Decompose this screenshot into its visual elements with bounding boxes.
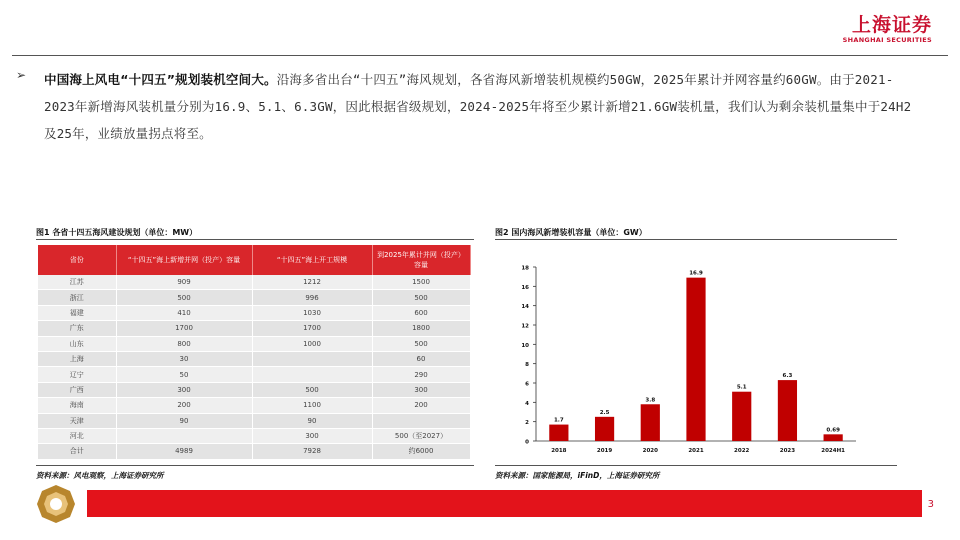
table-cell: 合计 — [38, 444, 116, 459]
table-cell: 山东 — [38, 336, 116, 351]
table-cell: 90 — [252, 413, 372, 428]
table-row — [38, 351, 470, 366]
table-cell: 广东 — [38, 321, 116, 336]
footer-bar — [87, 490, 922, 517]
x-tick-label: 2023 — [779, 448, 796, 454]
table-row — [38, 275, 470, 290]
column-header: 省份 — [38, 245, 116, 275]
figure1-title-rule — [36, 239, 474, 240]
table-cell: 4989 — [116, 444, 252, 459]
x-tick-label: 2018 — [551, 448, 567, 454]
figure1-title: 图1 各省十四五海风建设规划（单位：MW） — [36, 228, 198, 237]
y-tick-label: 10 — [521, 342, 529, 349]
bar — [641, 404, 660, 441]
table-cell — [372, 413, 470, 428]
y-tick-label: 6 — [525, 381, 529, 388]
table-row — [38, 336, 470, 351]
table-cell: 7928 — [252, 444, 372, 459]
brand-logo — [843, 14, 932, 44]
bullet-heading: 中国海上风电“十四五”规划装机空间大。 — [44, 72, 277, 87]
bar — [549, 425, 568, 441]
table-cell: 300 — [372, 382, 470, 397]
table-cell: 1500 — [372, 275, 470, 290]
table-cell: 50 — [116, 367, 252, 382]
province-plan-table — [38, 245, 471, 460]
bullet-paragraph — [44, 66, 921, 147]
table-cell — [116, 428, 252, 443]
table-cell: 500 — [372, 290, 470, 305]
figure2-bottom-rule — [495, 465, 897, 466]
y-tick-label: 2 — [525, 420, 529, 427]
table-header — [38, 245, 470, 275]
x-tick-label: 2021 — [688, 448, 704, 454]
table-cell: 500 — [252, 382, 372, 397]
table-cell: 1212 — [252, 275, 372, 290]
table-row — [38, 321, 470, 336]
figure2-source: 资料来源：国家能源局，iFinD，上海证券研究所 — [495, 471, 660, 480]
bar-value-label: 0.69 — [826, 427, 840, 434]
table-cell: 河北 — [38, 428, 116, 443]
table-cell — [252, 351, 372, 366]
table-cell: 600 — [372, 305, 470, 320]
column-header: “十四五”海上新增并网（投产）容量 — [116, 245, 252, 275]
table-cell: 天津 — [38, 413, 116, 428]
figure1-bottom-rule — [36, 465, 474, 466]
y-tick-label: 12 — [521, 323, 529, 330]
table-cell: 1030 — [252, 305, 372, 320]
x-tick-label: 2020 — [642, 448, 658, 454]
bar-value-label: 6.3 — [782, 373, 793, 380]
table-cell: 1700 — [252, 321, 372, 336]
header-divider — [12, 55, 948, 56]
summary-bullet — [16, 66, 921, 147]
table-row — [38, 413, 470, 428]
table-cell: 30 — [116, 351, 252, 366]
table-cell: 500（至2027） — [372, 428, 470, 443]
x-tick-label: 2022 — [734, 448, 750, 454]
table-cell — [252, 367, 372, 382]
bullet-body: 沿海多省出台“十四五”海风规划，各省海风新增装机规模约50GW，2025年累计并网容量约60GW。由于2021-2023年新增海风装机量分别为16.9、5.1、6.3GW，因此根据省级规划，2024-2025年将至少累计新增21.6GW装机量，我们认为剩余装机量集中于24H2及25年，业绩放量拐点将至。 — [44, 72, 912, 141]
table-cell: 江苏 — [38, 275, 116, 290]
figure2-title: 图2 国内海风新增装机容量（单位：GW） — [495, 228, 647, 237]
table-row — [38, 382, 470, 397]
column-header: “十四五”海上开工规模 — [252, 245, 372, 275]
table-cell: 海南 — [38, 398, 116, 413]
table-body — [38, 275, 470, 459]
table-cell: 1000 — [252, 336, 372, 351]
bar — [824, 434, 843, 441]
figure1-source: 资料来源：风电观察，上海证券研究所 — [36, 471, 164, 480]
logo-english: SHANGHAI SECURITIES — [842, 36, 932, 44]
table-row — [38, 444, 470, 459]
table-cell: 500 — [372, 336, 470, 351]
table-cell: 800 — [116, 336, 252, 351]
table-row — [38, 305, 470, 320]
x-tick-label: 2019 — [596, 448, 613, 454]
offshore-wind-bar-chart — [498, 253, 868, 468]
table-cell: 广西 — [38, 382, 116, 397]
table-cell: 996 — [252, 290, 372, 305]
table-cell: 福建 — [38, 305, 116, 320]
bar-value-label: 2.5 — [599, 409, 610, 416]
y-tick-label: 18 — [521, 265, 529, 272]
table-row — [38, 367, 470, 382]
bar-value-label: 3.8 — [645, 397, 656, 404]
table-cell: 300 — [116, 382, 252, 397]
y-tick-label: 0 — [525, 439, 529, 446]
company-emblem-icon — [36, 484, 76, 524]
figure2-title-rule — [495, 239, 897, 240]
bar — [778, 380, 797, 441]
table-cell: 300 — [252, 428, 372, 443]
table-cell: 290 — [372, 367, 470, 382]
bar-value-label: 16.9 — [689, 270, 703, 277]
table-cell: 90 — [116, 413, 252, 428]
table-cell: 浙江 — [38, 290, 116, 305]
table-cell: 200 — [116, 398, 252, 413]
bar-value-label: 5.1 — [736, 384, 747, 391]
bullet-arrow-icon: ➢ — [16, 68, 27, 82]
table-cell: 410 — [116, 305, 252, 320]
table-cell: 约6000 — [372, 444, 470, 459]
table-row — [38, 398, 470, 413]
y-tick-label: 14 — [521, 304, 529, 311]
bar — [595, 417, 614, 441]
y-tick-label: 8 — [525, 362, 529, 369]
table-row — [38, 428, 470, 443]
table-cell: 辽宁 — [38, 367, 116, 382]
table-cell: 909 — [116, 275, 252, 290]
bar-value-label: 1.7 — [553, 417, 564, 424]
y-tick-label: 16 — [521, 284, 529, 291]
y-tick-label: 4 — [525, 400, 529, 407]
table-cell: 1700 — [116, 321, 252, 336]
column-header: 到2025年累计并网（投产）容量 — [372, 245, 470, 275]
bar — [732, 392, 751, 441]
x-tick-label: 2024H1 — [821, 448, 846, 454]
table-row — [38, 290, 470, 305]
table-cell: 200 — [372, 398, 470, 413]
table-cell: 1100 — [252, 398, 372, 413]
table-cell: 1800 — [372, 321, 470, 336]
table-cell: 上海 — [38, 351, 116, 366]
logo-chinese: 上海证券 — [851, 14, 932, 36]
table-cell: 60 — [372, 351, 470, 366]
bar — [686, 278, 705, 441]
table-cell: 500 — [116, 290, 252, 305]
table-header-row — [38, 245, 470, 275]
page-number: 3 — [927, 499, 934, 510]
